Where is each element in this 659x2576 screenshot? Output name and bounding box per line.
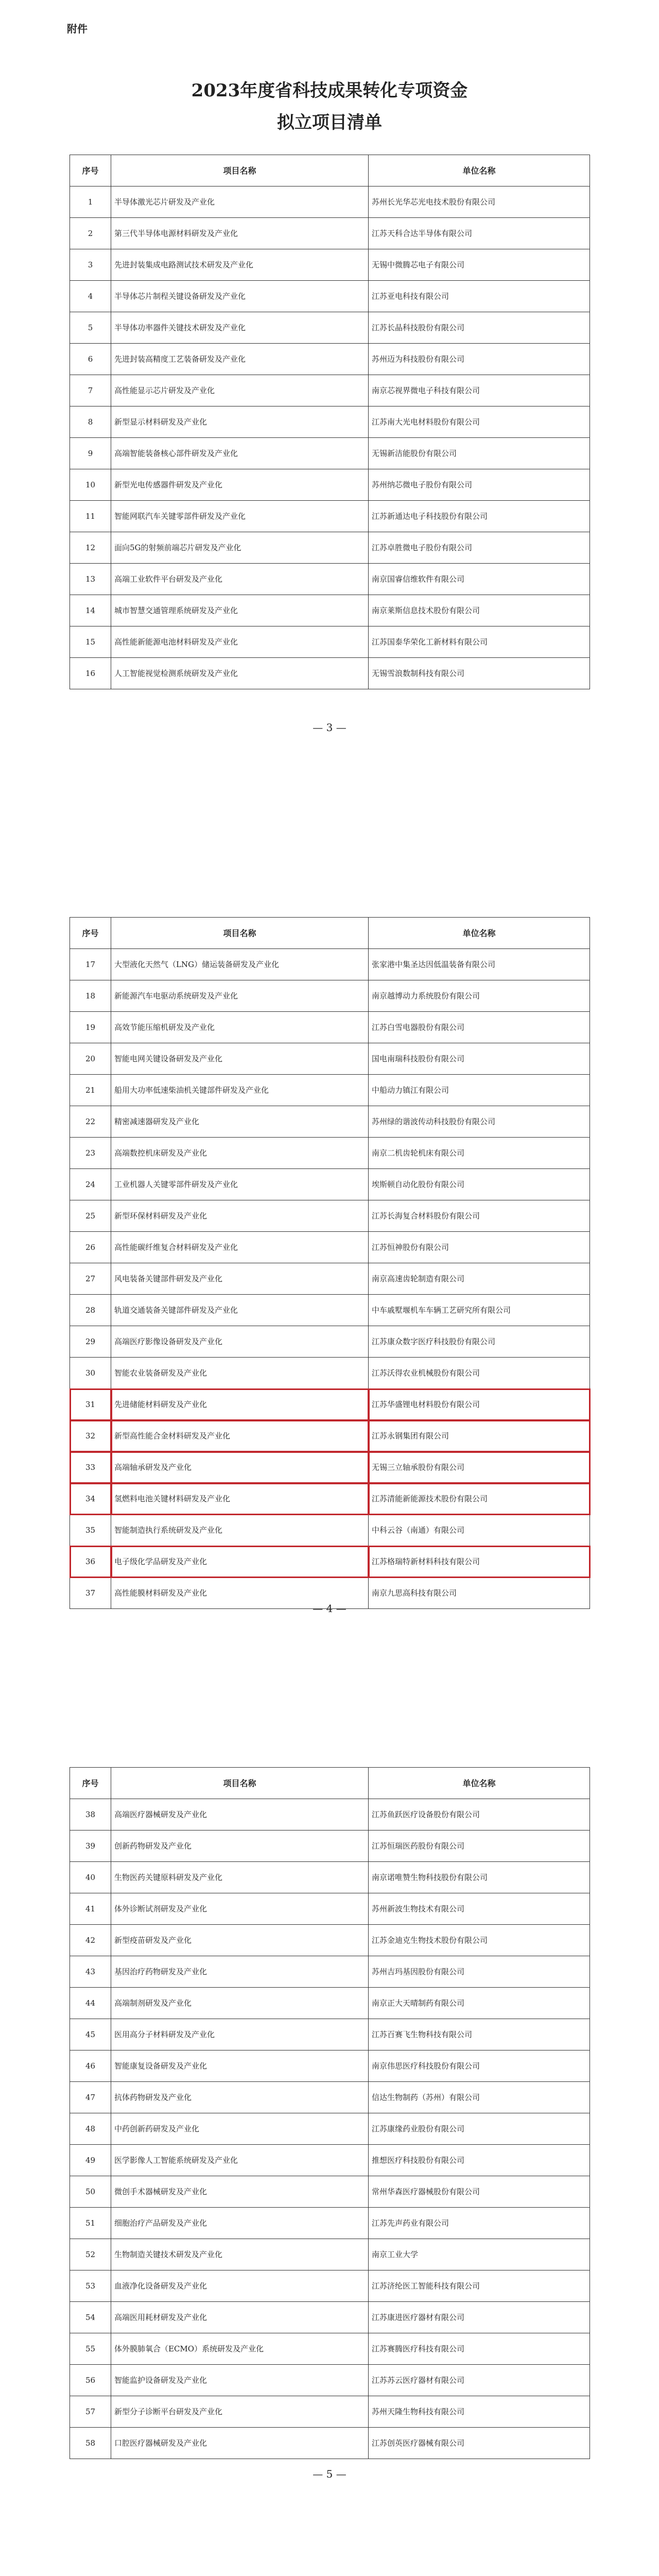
- row-number: 37: [70, 1578, 111, 1609]
- project-name: 半导体功率器件关键技术研发及产业化: [111, 312, 369, 344]
- table-row: [70, 1263, 590, 1295]
- row-number: 18: [70, 980, 111, 1012]
- unit-name: 江苏先声药业有限公司: [369, 2208, 590, 2239]
- unit-name: 江苏国泰华荣化工新材料有限公司: [369, 626, 590, 658]
- unit-name: 南京国睿信维软件有限公司: [369, 564, 590, 595]
- unit-name: 江苏康缘药业股份有限公司: [369, 2113, 590, 2145]
- table-row: [70, 2208, 590, 2239]
- unit-name: 南京二机齿轮机床有限公司: [369, 1138, 590, 1169]
- project-name: 风电装备关键部件研发及产业化: [111, 1263, 369, 1295]
- attachment-label: 附件: [67, 23, 88, 35]
- row-number: 7: [70, 375, 111, 406]
- row-number: 52: [70, 2239, 111, 2270]
- project-name: 船用大功率低速柴油机关键部件研发及产业化: [111, 1075, 369, 1106]
- row-number: 38: [70, 1799, 111, 1831]
- project-name: 创新药物研发及产业化: [111, 1831, 369, 1862]
- row-number: 45: [70, 2019, 111, 2050]
- row-number: 13: [70, 564, 111, 595]
- unit-name: 南京诺唯赞生物科技股份有限公司: [369, 1862, 590, 1893]
- table-row: [70, 1799, 590, 1831]
- row-number: 47: [70, 2082, 111, 2113]
- project-name: 智能网联汽车关键零部件研发及产业化: [111, 501, 369, 532]
- project-name: 血液净化设备研发及产业化: [111, 2270, 369, 2302]
- project-table: [70, 155, 590, 689]
- row-number: 14: [70, 595, 111, 626]
- unit-name: 江苏苏云医疗器材有限公司: [369, 2365, 590, 2396]
- table-header-row: [70, 155, 590, 187]
- project-name: 微创手术器械研发及产业化: [111, 2176, 369, 2208]
- unit-name: 江苏沃得农业机械股份有限公司: [369, 1358, 590, 1389]
- project-name: 先进封装高精度工艺装备研发及产业化: [111, 344, 369, 375]
- row-number: 55: [70, 2333, 111, 2365]
- table-row: [70, 2428, 590, 2459]
- row-number: 53: [70, 2270, 111, 2302]
- unit-name: 江苏创英医疗器械有限公司: [369, 2428, 590, 2459]
- table-row: [70, 469, 590, 501]
- unit-name: 江苏恒神股份有限公司: [369, 1232, 590, 1263]
- table-row: [70, 1546, 590, 1578]
- project-table: [70, 1767, 590, 2459]
- unit-name: 推想医疗科技股份有限公司: [369, 2145, 590, 2176]
- table-row: [70, 281, 590, 312]
- table-row: [70, 2270, 590, 2302]
- header-unit: 单位名称: [369, 155, 590, 187]
- project-table: [70, 917, 590, 1609]
- row-number: 8: [70, 406, 111, 438]
- table-row: [70, 344, 590, 375]
- table-row: [70, 980, 590, 1012]
- project-name: 抗体药物研发及产业化: [111, 2082, 369, 2113]
- unit-name: 常州华森医疗器械股份有限公司: [369, 2176, 590, 2208]
- project-name: 城市智慧交通管理系统研发及产业化: [111, 595, 369, 626]
- unit-name: 信达生物制药（苏州）有限公司: [369, 2082, 590, 2113]
- row-number: 49: [70, 2145, 111, 2176]
- table-row: [70, 438, 590, 469]
- project-name: 面向5G的射频前端芯片研发及产业化: [111, 532, 369, 564]
- table-row: [70, 1326, 590, 1358]
- project-name: 智能康复设备研发及产业化: [111, 2050, 369, 2082]
- project-name: 高端工业软件平台研发及产业化: [111, 564, 369, 595]
- unit-name: 苏州绿的谐波传动科技股份有限公司: [369, 1106, 590, 1138]
- row-number: 42: [70, 1925, 111, 1956]
- unit-name: 张家港中集圣达因低温装备有限公司: [369, 949, 590, 980]
- row-number: 40: [70, 1862, 111, 1893]
- project-name: 氢燃料电池关键材料研发及产业化: [111, 1483, 369, 1515]
- project-name: 高端医用耗材研发及产业化: [111, 2302, 369, 2333]
- row-number: 48: [70, 2113, 111, 2145]
- document-subtitle: 拟立项目清单: [277, 112, 382, 133]
- table-row: [70, 2145, 590, 2176]
- table-row: [70, 1956, 590, 1988]
- header-unit: 单位名称: [369, 918, 590, 949]
- unit-name: 南京伟思医疗科技股份有限公司: [369, 2050, 590, 2082]
- table-row: [70, 1831, 590, 1862]
- unit-name: 江苏新通达电子科技股份有限公司: [369, 501, 590, 532]
- project-name: 智能制造执行系统研发及产业化: [111, 1515, 369, 1546]
- table-row: [70, 2333, 590, 2365]
- row-number: 3: [70, 249, 111, 281]
- project-name: 高端医疗影像设备研发及产业化: [111, 1326, 369, 1358]
- project-name: 半导体激光芯片研发及产业化: [111, 187, 369, 218]
- row-number: 54: [70, 2302, 111, 2333]
- row-number: 23: [70, 1138, 111, 1169]
- project-name: 大型液化天然气（LNG）储运装备研发及产业化: [111, 949, 369, 980]
- table-row: [70, 2019, 590, 2050]
- row-number: 41: [70, 1893, 111, 1925]
- project-name: 高端智能装备核心部件研发及产业化: [111, 438, 369, 469]
- row-number: 9: [70, 438, 111, 469]
- row-number: 27: [70, 1263, 111, 1295]
- table-row: [70, 2239, 590, 2270]
- row-number: 2: [70, 218, 111, 249]
- unit-name: 江苏长晶科技股份有限公司: [369, 312, 590, 344]
- table-row: [70, 2113, 590, 2145]
- project-name: 先进封装集成电路测试技术研发及产业化: [111, 249, 369, 281]
- unit-name: 南京工业大学: [369, 2239, 590, 2270]
- row-number: 39: [70, 1831, 111, 1862]
- row-number: 29: [70, 1326, 111, 1358]
- row-number: 32: [70, 1420, 111, 1452]
- table-row: [70, 2365, 590, 2396]
- unit-name: 苏州迈为科技股份有限公司: [369, 344, 590, 375]
- unit-name: 南京莱斯信息技术股份有限公司: [369, 595, 590, 626]
- row-number: 25: [70, 1200, 111, 1232]
- project-name: 口腔医疗器械研发及产业化: [111, 2428, 369, 2459]
- unit-name: 无锡中微腾芯电子有限公司: [369, 249, 590, 281]
- table-row: [70, 1138, 590, 1169]
- table-row: [70, 1200, 590, 1232]
- header-no: 序号: [70, 155, 111, 187]
- unit-name: 苏州纳芯微电子股份有限公司: [369, 469, 590, 501]
- row-number: 1: [70, 187, 111, 218]
- unit-name: 江苏永钢集团有限公司: [369, 1420, 590, 1452]
- project-name: 智能监护设备研发及产业化: [111, 2365, 369, 2396]
- row-number: 58: [70, 2428, 111, 2459]
- table-row: [70, 1295, 590, 1326]
- table-header-row: [70, 1768, 590, 1799]
- project-name: 轨道交通装备关键部件研发及产业化: [111, 1295, 369, 1326]
- header-unit: 单位名称: [369, 1768, 590, 1799]
- row-number: 51: [70, 2208, 111, 2239]
- unit-name: 江苏白雪电器股份有限公司: [369, 1012, 590, 1043]
- unit-name: 苏州天隆生物科技有限公司: [369, 2396, 590, 2428]
- page-number: — 4 —: [313, 1602, 346, 1615]
- table-row: [70, 564, 590, 595]
- unit-name: 南京高速齿轮制造有限公司: [369, 1263, 590, 1295]
- project-name: 中药创新药研发及产业化: [111, 2113, 369, 2145]
- project-name: 半导体芯片制程关键设备研发及产业化: [111, 281, 369, 312]
- row-number: 30: [70, 1358, 111, 1389]
- row-number: 31: [70, 1389, 111, 1420]
- row-number: 5: [70, 312, 111, 344]
- unit-name: 江苏南大光电材料股份有限公司: [369, 406, 590, 438]
- unit-name: 南京芯视界微电子科技有限公司: [369, 375, 590, 406]
- table-row: [70, 1483, 590, 1515]
- row-number: 24: [70, 1169, 111, 1200]
- project-name: 人工智能视觉检测系统研发及产业化: [111, 658, 369, 689]
- unit-name: 南京越博动力系统股份有限公司: [369, 980, 590, 1012]
- header-project: 项目名称: [111, 155, 369, 187]
- row-number: 35: [70, 1515, 111, 1546]
- table-row: [70, 1075, 590, 1106]
- unit-name: 无锡雪浪数制科技有限公司: [369, 658, 590, 689]
- unit-name: 中科云谷（南通）有限公司: [369, 1515, 590, 1546]
- header-no: 序号: [70, 1768, 111, 1799]
- table-row: [70, 249, 590, 281]
- document-title: 2023年度省科技成果转化专项资金: [191, 80, 468, 101]
- unit-name: 无锡三立轴承股份有限公司: [369, 1452, 590, 1483]
- unit-name: 无锡新洁能股份有限公司: [369, 438, 590, 469]
- row-number: 57: [70, 2396, 111, 2428]
- unit-name: 江苏金迪克生物技术股份有限公司: [369, 1925, 590, 1956]
- project-name: 体外诊断试剂研发及产业化: [111, 1893, 369, 1925]
- project-name: 高端数控机床研发及产业化: [111, 1138, 369, 1169]
- project-name: 医学影像人工智能系统研发及产业化: [111, 2145, 369, 2176]
- table-row: [70, 2302, 590, 2333]
- unit-name: 江苏赛腾医疗科技有限公司: [369, 2333, 590, 2365]
- unit-name: 江苏恒瑞医药股份有限公司: [369, 1831, 590, 1862]
- row-number: 44: [70, 1988, 111, 2019]
- table-row: [70, 187, 590, 218]
- table-row: [70, 532, 590, 564]
- table-row: [70, 1452, 590, 1483]
- table-row: [70, 1515, 590, 1546]
- unit-name: 江苏亚电科技有限公司: [369, 281, 590, 312]
- table-row: [70, 1358, 590, 1389]
- unit-name: 江苏济纶医工智能科技有限公司: [369, 2270, 590, 2302]
- unit-name: 江苏格瑞特新材料科技有限公司: [369, 1546, 590, 1578]
- project-name: 新型显示材料研发及产业化: [111, 406, 369, 438]
- project-name: 智能电网关键设备研发及产业化: [111, 1043, 369, 1075]
- row-number: 33: [70, 1452, 111, 1483]
- project-name: 高性能显示芯片研发及产业化: [111, 375, 369, 406]
- project-name: 高性能碳纤维复合材料研发及产业化: [111, 1232, 369, 1263]
- unit-name: 埃斯顿自动化股份有限公司: [369, 1169, 590, 1200]
- table-row: [70, 1232, 590, 1263]
- row-number: 34: [70, 1483, 111, 1515]
- project-name: 高端制剂研发及产业化: [111, 1988, 369, 2019]
- row-number: 36: [70, 1546, 111, 1578]
- table-row: [70, 1012, 590, 1043]
- table-row: [70, 218, 590, 249]
- table-row: [70, 1862, 590, 1893]
- project-name: 生物制造关键技术研发及产业化: [111, 2239, 369, 2270]
- project-name: 第三代半导体电源材料研发及产业化: [111, 218, 369, 249]
- project-name: 新型环保材料研发及产业化: [111, 1200, 369, 1232]
- unit-name: 南京正大天晴制药有限公司: [369, 1988, 590, 2019]
- table-row: [70, 1106, 590, 1138]
- table-row: [70, 2082, 590, 2113]
- unit-name: 江苏天科合达半导体有限公司: [369, 218, 590, 249]
- project-name: 工业机器人关键零部件研发及产业化: [111, 1169, 369, 1200]
- project-name: 医用高分子材料研发及产业化: [111, 2019, 369, 2050]
- row-number: 10: [70, 469, 111, 501]
- header-no: 序号: [70, 918, 111, 949]
- project-name: 新能源汽车电驱动系统研发及产业化: [111, 980, 369, 1012]
- unit-name: 中船动力镇江有限公司: [369, 1075, 590, 1106]
- row-number: 12: [70, 532, 111, 564]
- row-number: 15: [70, 626, 111, 658]
- unit-name: 江苏长海复合材料股份有限公司: [369, 1200, 590, 1232]
- unit-name: 江苏康众数字医疗科技股份有限公司: [369, 1326, 590, 1358]
- unit-name: 苏州新波生物技术有限公司: [369, 1893, 590, 1925]
- project-name: 高效节能压缩机研发及产业化: [111, 1012, 369, 1043]
- project-name: 高端医疗器械研发及产业化: [111, 1799, 369, 1831]
- row-number: 43: [70, 1956, 111, 1988]
- project-name: 精密减速器研发及产业化: [111, 1106, 369, 1138]
- row-number: 17: [70, 949, 111, 980]
- row-number: 28: [70, 1295, 111, 1326]
- table-row: [70, 312, 590, 344]
- row-number: 56: [70, 2365, 111, 2396]
- project-name: 生物医药关键原料研发及产业化: [111, 1862, 369, 1893]
- page-number: — 5 —: [313, 2468, 346, 2480]
- unit-name: 苏州长光华芯光电技术股份有限公司: [369, 187, 590, 218]
- project-name: 新型高性能合金材料研发及产业化: [111, 1420, 369, 1452]
- unit-name: 江苏百赛飞生物科技有限公司: [369, 2019, 590, 2050]
- project-name: 体外膜肺氧合（ECMO）系统研发及产业化: [111, 2333, 369, 2365]
- table-row: [70, 1389, 590, 1420]
- table-row: [70, 2176, 590, 2208]
- table-row: [70, 1988, 590, 2019]
- header-project: 项目名称: [111, 918, 369, 949]
- table-row: [70, 1925, 590, 1956]
- project-name: 高端轴承研发及产业化: [111, 1452, 369, 1483]
- row-number: 16: [70, 658, 111, 689]
- row-number: 19: [70, 1012, 111, 1043]
- row-number: 20: [70, 1043, 111, 1075]
- table-row: [70, 595, 590, 626]
- row-number: 11: [70, 501, 111, 532]
- unit-name: 江苏鱼跃医疗设备股份有限公司: [369, 1799, 590, 1831]
- row-number: 6: [70, 344, 111, 375]
- page-number: — 3 —: [313, 721, 346, 734]
- table-row: [70, 501, 590, 532]
- unit-name: 江苏康进医疗器材有限公司: [369, 2302, 590, 2333]
- table-header-row: [70, 918, 590, 949]
- table-row: [70, 1169, 590, 1200]
- project-name: 新型分子诊断平台研发及产业化: [111, 2396, 369, 2428]
- row-number: 26: [70, 1232, 111, 1263]
- unit-name: 国电南瑞科技股份有限公司: [369, 1043, 590, 1075]
- project-name: 电子级化学品研发及产业化: [111, 1546, 369, 1578]
- project-name: 先进储能材料研发及产业化: [111, 1389, 369, 1420]
- table-row: [70, 2050, 590, 2082]
- unit-name: 南京九思高科技有限公司: [369, 1578, 590, 1609]
- table-row: [70, 949, 590, 980]
- unit-name: 苏州吉玛基因股份有限公司: [369, 1956, 590, 1988]
- project-name: 高性能新能源电池材料研发及产业化: [111, 626, 369, 658]
- project-name: 细胞治疗产品研发及产业化: [111, 2208, 369, 2239]
- table-row: [70, 1893, 590, 1925]
- table-row: [70, 375, 590, 406]
- project-name: 新型疫苗研发及产业化: [111, 1925, 369, 1956]
- unit-name: 江苏清能新能源技术股份有限公司: [369, 1483, 590, 1515]
- table-row: [70, 2396, 590, 2428]
- row-number: 4: [70, 281, 111, 312]
- project-name: 基因治疗药物研发及产业化: [111, 1956, 369, 1988]
- row-number: 50: [70, 2176, 111, 2208]
- project-name: 新型光电传感器件研发及产业化: [111, 469, 369, 501]
- row-number: 46: [70, 2050, 111, 2082]
- project-name: 智能农业装备研发及产业化: [111, 1358, 369, 1389]
- project-name: 高性能膜材料研发及产业化: [111, 1578, 369, 1609]
- row-number: 22: [70, 1106, 111, 1138]
- row-number: 21: [70, 1075, 111, 1106]
- table-row: [70, 406, 590, 438]
- unit-name: 江苏华盛锂电材料股份有限公司: [369, 1389, 590, 1420]
- table-row: [70, 1420, 590, 1452]
- table-row: [70, 1043, 590, 1075]
- unit-name: 江苏卓胜微电子股份有限公司: [369, 532, 590, 564]
- unit-name: 中车戚墅堰机车车辆工艺研究所有限公司: [369, 1295, 590, 1326]
- table-row: [70, 626, 590, 658]
- header-project: 项目名称: [111, 1768, 369, 1799]
- table-row: [70, 658, 590, 689]
